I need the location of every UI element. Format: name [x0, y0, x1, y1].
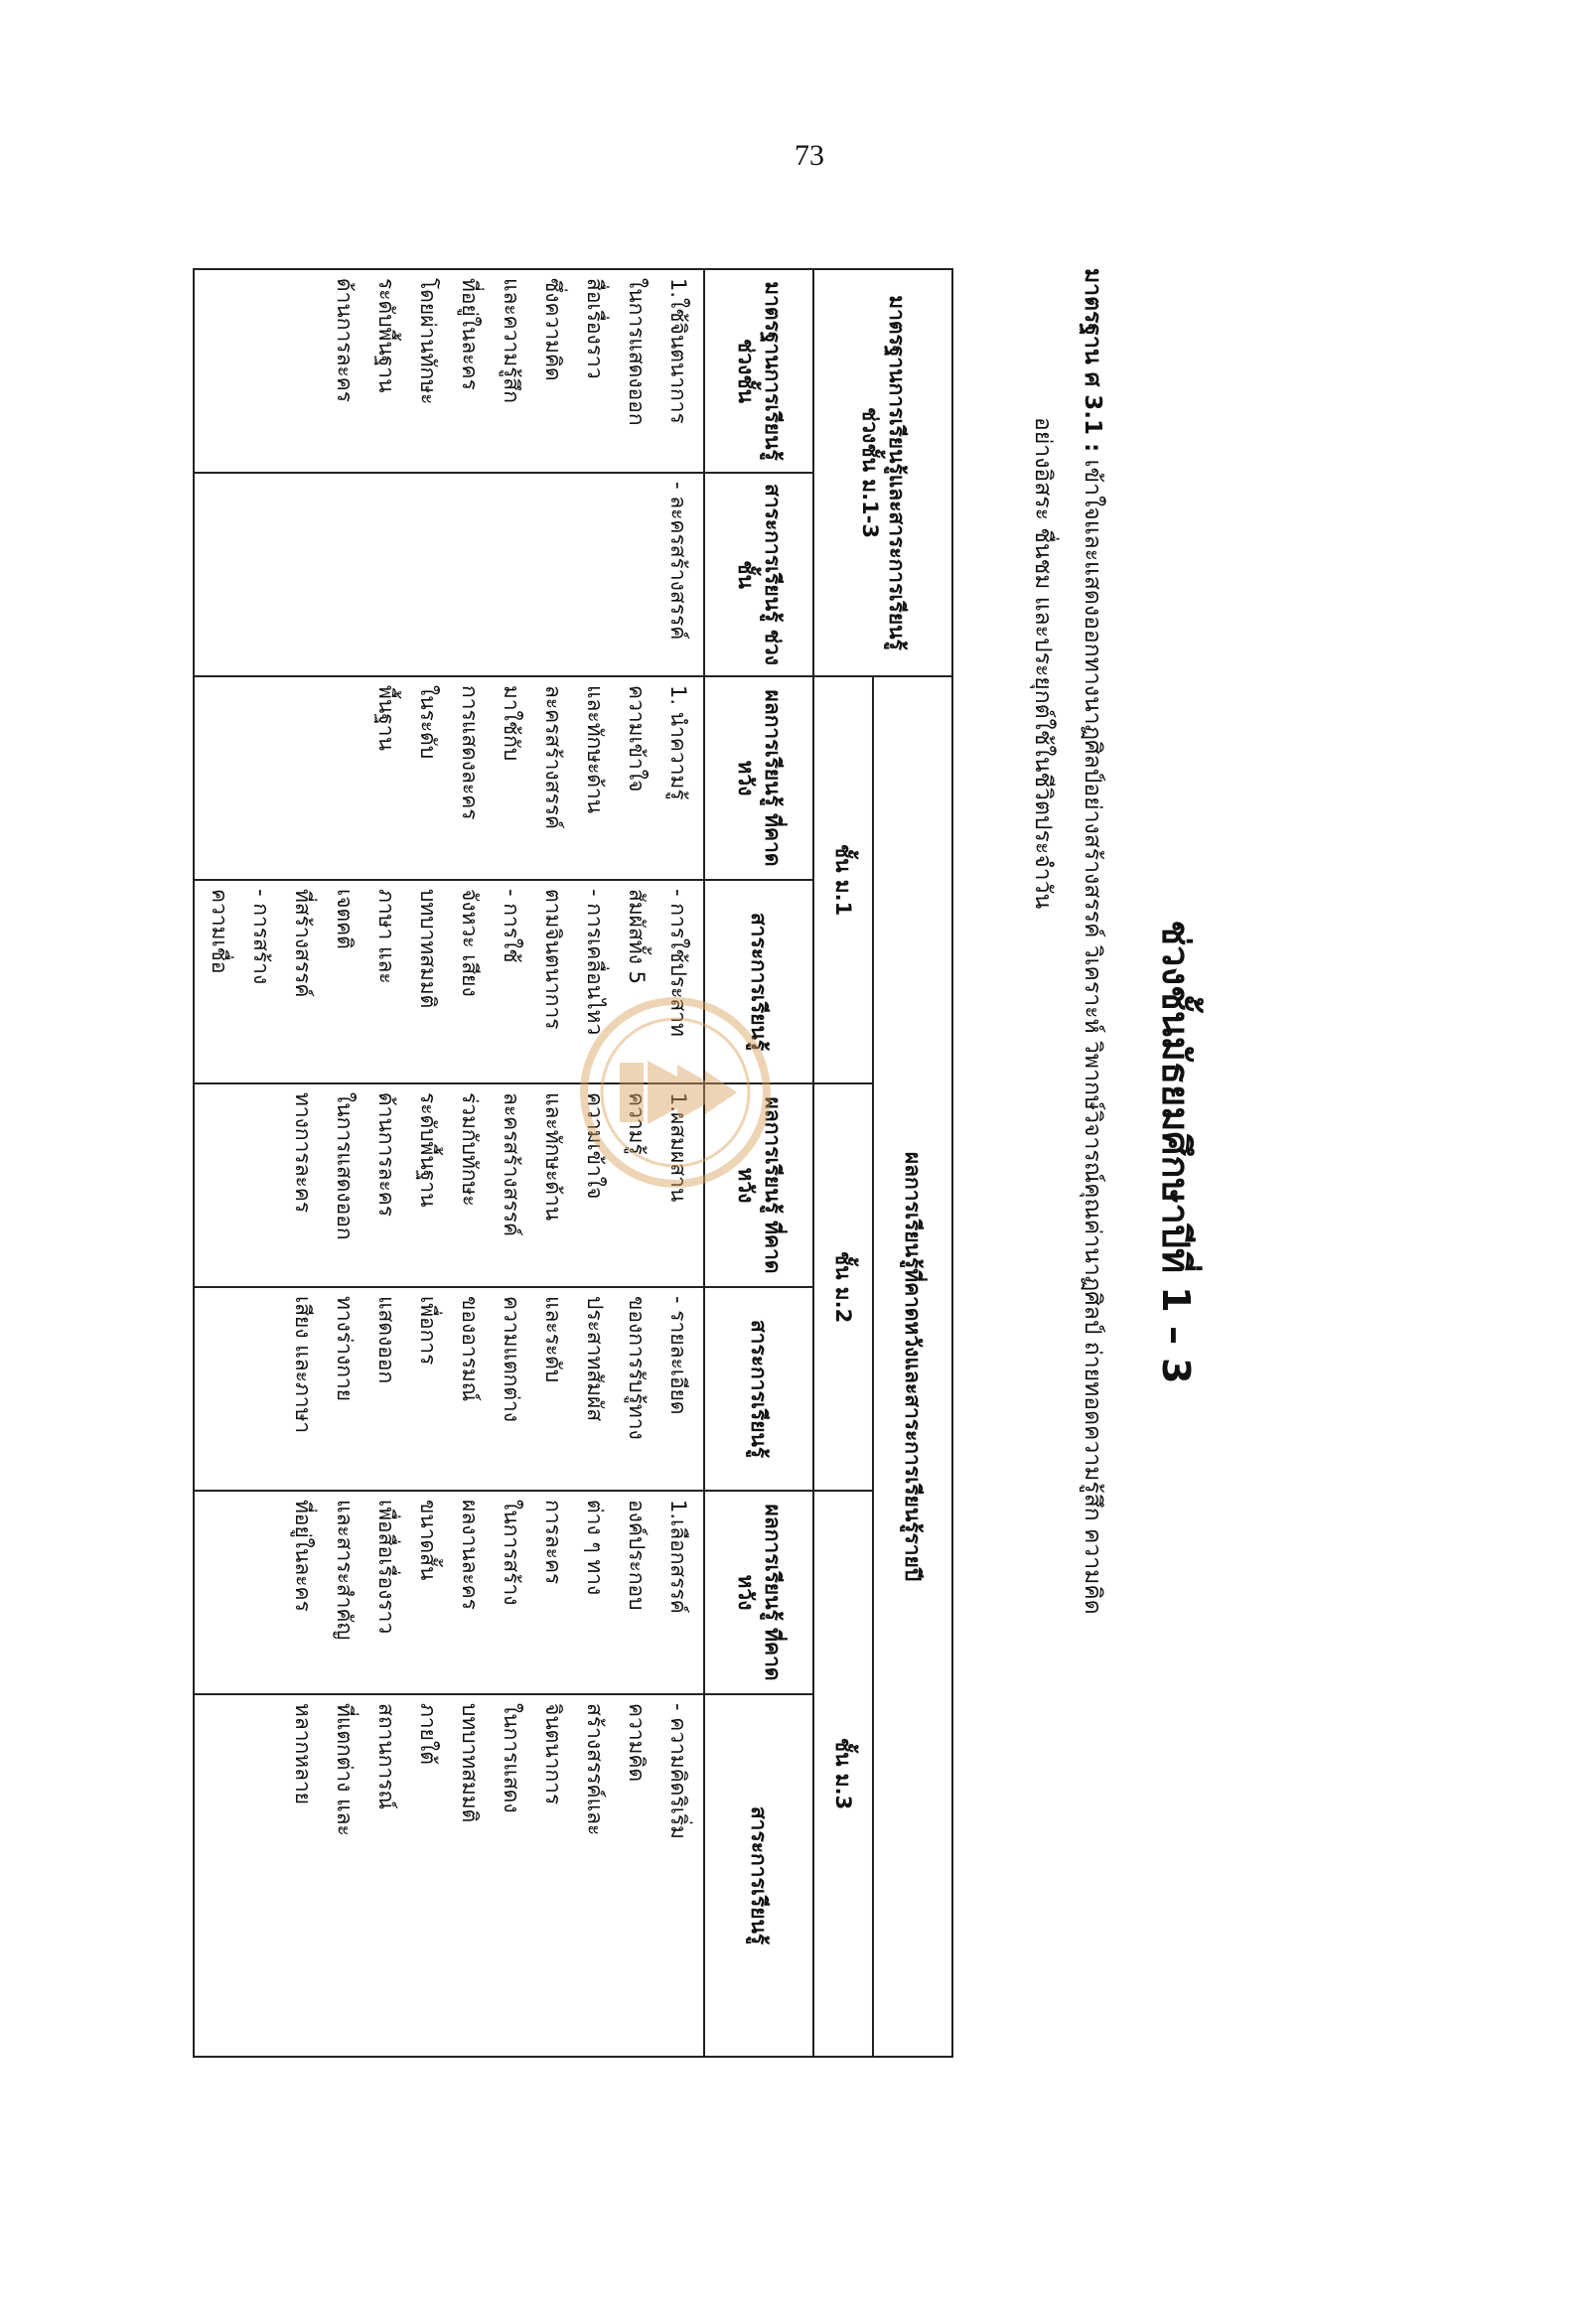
cell-m1-outcome — [194, 676, 704, 880]
cell-line: การแสดงละคร — [458, 685, 482, 820]
cell-line: พื้นฐาน — [374, 685, 398, 751]
cell-line: เจตคติ — [333, 889, 357, 949]
cell-line: เพื่อการ — [416, 1296, 440, 1366]
cell-line: โดยผ่านทักษะ — [416, 278, 440, 405]
header-standards-range: มาตรฐานการเรียนรู้และสาระการเรียนรู้ ช่วงชั้น ม.1-3 — [813, 269, 952, 676]
cell-line: ต่าง ๆ ทาง — [583, 1500, 607, 1596]
standard-text-line2: อย่างอิสระ ชื่นชม และประยุกต์ใช้ในชีวิตประจำวัน — [1030, 417, 1056, 910]
col-header-m2-outcome: ผลการเรียนรู้ ที่คาดหวัง — [704, 1083, 813, 1287]
col-header-standard: มาตรฐานการเรียนรู้ ช่วงชั้น — [704, 269, 813, 473]
cell-line: ร่วมกับทักษะ — [458, 1092, 482, 1207]
cell-line: แสดงออก — [374, 1296, 398, 1384]
cell-line: ความเข้าใจ — [583, 1092, 607, 1200]
cell-m3-outcome — [194, 1491, 704, 1694]
cell-line: การละคร — [541, 1500, 565, 1585]
cell-line: ในการแสดงออก — [625, 278, 649, 426]
cell-line: - รายละเอียด — [666, 1296, 690, 1415]
cell-m3-content — [194, 1694, 704, 2057]
cell-line: ในการแสดง — [500, 1703, 523, 1813]
cell-line: ตามจินตนาการ — [541, 889, 565, 1030]
cell-line: ภายใต้ — [416, 1703, 440, 1765]
cell-line: ในการสร้าง — [500, 1500, 523, 1606]
cell-line: ที่แตกต่าง และ — [333, 1703, 357, 1836]
cell-line: - การใช้ประสาท — [666, 889, 690, 1037]
standard-statement — [1018, 268, 1117, 2056]
cell-line: หลากหลาย — [291, 1703, 315, 1805]
cell-line: บทบาทสมมติ — [416, 889, 440, 1009]
cell-line: 1.ใช้จินตนาการ — [666, 278, 690, 424]
cell-line: - การสร้าง — [249, 889, 273, 985]
cell-line: ความคิด — [625, 1703, 649, 1783]
header-grade-m1: ชั้น ม.1 — [813, 676, 873, 1083]
rotated-page-content — [208, 159, 1232, 2145]
cell-line: สัมผัสทั้ง 5 — [625, 889, 649, 984]
page-number: 73 — [795, 139, 824, 172]
cell-line: สื่อเรื่องราว — [583, 278, 607, 379]
cell-line: - การเคลื่อนไหว — [583, 889, 607, 1036]
cell-standard — [194, 269, 704, 473]
col-header-m3-content: สาระการเรียนรู้ — [704, 1694, 813, 2057]
cell-line: ความรู้ — [625, 1092, 649, 1155]
cell-line: ประสาทสัมผัส — [583, 1296, 607, 1422]
cell-line: ความเชื่อ — [208, 889, 231, 974]
standard-label: มาตรฐาน ศ 3.1 : — [1080, 268, 1105, 453]
cell-line: ทางร่างกาย — [333, 1296, 357, 1402]
cell-line: ด้านการละคร — [374, 1092, 398, 1218]
header-grade-m2: ชั้น ม.2 — [813, 1083, 873, 1491]
cell-line: สถานการณ์ — [374, 1703, 398, 1809]
cell-line: ระดับพื้นฐาน — [374, 278, 398, 393]
cell-line: มาใช้กับ — [500, 685, 523, 762]
cell-line: และสาระสำคัญ — [333, 1500, 357, 1641]
cell-line: ความเข้าใจ — [625, 685, 649, 792]
cell-line: - การใช้ — [500, 889, 523, 963]
cell-line: ของอารมณ์ — [458, 1296, 482, 1402]
header-grade-m3: ชั้น ม.3 — [813, 1491, 873, 2057]
col-header-m3-outcome: ผลการเรียนรู้ ที่คาดหวัง — [704, 1491, 813, 1694]
cell-line: - ละครสร้างสรรค์ — [666, 482, 690, 641]
cell-line: ซึ่งความคิด — [541, 278, 565, 381]
cell-line: 1. นำความรู้ — [666, 685, 690, 800]
cell-line: ในการแสดงออก — [333, 1092, 357, 1240]
cell-line: ความแตกต่าง — [500, 1296, 523, 1423]
cell-line: ละครสร้างสรรค์ — [500, 1092, 523, 1237]
page-title: ช่วงชั้นมัธยมศึกษาปีที่ 1 – 3 — [1154, 920, 1198, 1384]
cell-line: เสียง และภาษา — [291, 1296, 315, 1434]
cell-line: สร้างสรรค์และ — [583, 1703, 607, 1836]
cell-line: และทักษะด้าน — [583, 685, 607, 814]
watermark-seal-icon — [576, 993, 775, 1192]
standard-text-line1: เข้าใจและแสดงออกทางนาฏศิลป์อย่างสร้างสรรค์ วิเคราะห์ วิพากษ์วิจารณ์คุณค่านาฏศิลป์ ถ่ายทอดความรู้สึก ความคิด — [1080, 459, 1105, 1615]
cell-line: ระดับพื้นฐาน — [416, 1092, 440, 1208]
cell-line: องค์ประกอบ — [625, 1500, 649, 1611]
cell-line: ที่สร้างสรรค์ — [291, 889, 315, 998]
cell-content-range — [194, 473, 704, 676]
cell-m2-content — [194, 1287, 704, 1491]
cell-line: 1.เลือกสรรค์ — [666, 1500, 690, 1614]
cell-line: บทบาทสมมติ — [458, 1703, 482, 1823]
cell-line: จังหวะ เสียง — [458, 889, 482, 997]
cell-line: และระดับ — [541, 1296, 565, 1383]
cell-line: ที่อยู่ในละคร — [291, 1500, 315, 1612]
header-yearly-outcomes: ผลการเรียนรู้ที่คาดหวังและสาระการเรียนรู้รายปี — [873, 676, 952, 2057]
col-header-m2-content: สาระการเรียนรู้ — [704, 1287, 813, 1491]
cell-line: ที่อยู่ในละคร — [458, 278, 482, 390]
cell-line: จินตนาการ — [541, 1703, 565, 1805]
col-header-m1-content: สาระการเรียนรู้ — [704, 880, 813, 1083]
cell-line: เพื่อสื่อเรื่องราว — [374, 1500, 398, 1635]
cell-line: 1.ผสมผสาน — [666, 1092, 690, 1203]
col-header-m1-outcome: ผลการเรียนรู้ ที่คาดหวัง — [704, 676, 813, 880]
cell-line: - ความคิดริเริ่ม — [666, 1703, 690, 1840]
cell-line: ทางการละคร — [291, 1092, 315, 1214]
col-header-content-range: สาระการเรียนรู้ ช่วงชั้น — [704, 473, 813, 676]
cell-line: และความรู้สึก — [500, 278, 523, 403]
cell-line: ของการรับรู้ทาง — [625, 1296, 649, 1440]
cell-line: ขนาดสั้น — [416, 1500, 440, 1581]
cell-line: ในระดับ — [416, 685, 440, 760]
cell-line: และทักษะด้าน — [541, 1092, 565, 1222]
cell-line: ด้านการละคร — [333, 278, 357, 403]
cell-line: ผลงานละคร — [458, 1500, 482, 1611]
cell-line: ภาษา และ — [374, 889, 398, 984]
curriculum-table — [193, 268, 953, 2058]
cell-line: ละครสร้างสรรค์ — [541, 685, 565, 830]
